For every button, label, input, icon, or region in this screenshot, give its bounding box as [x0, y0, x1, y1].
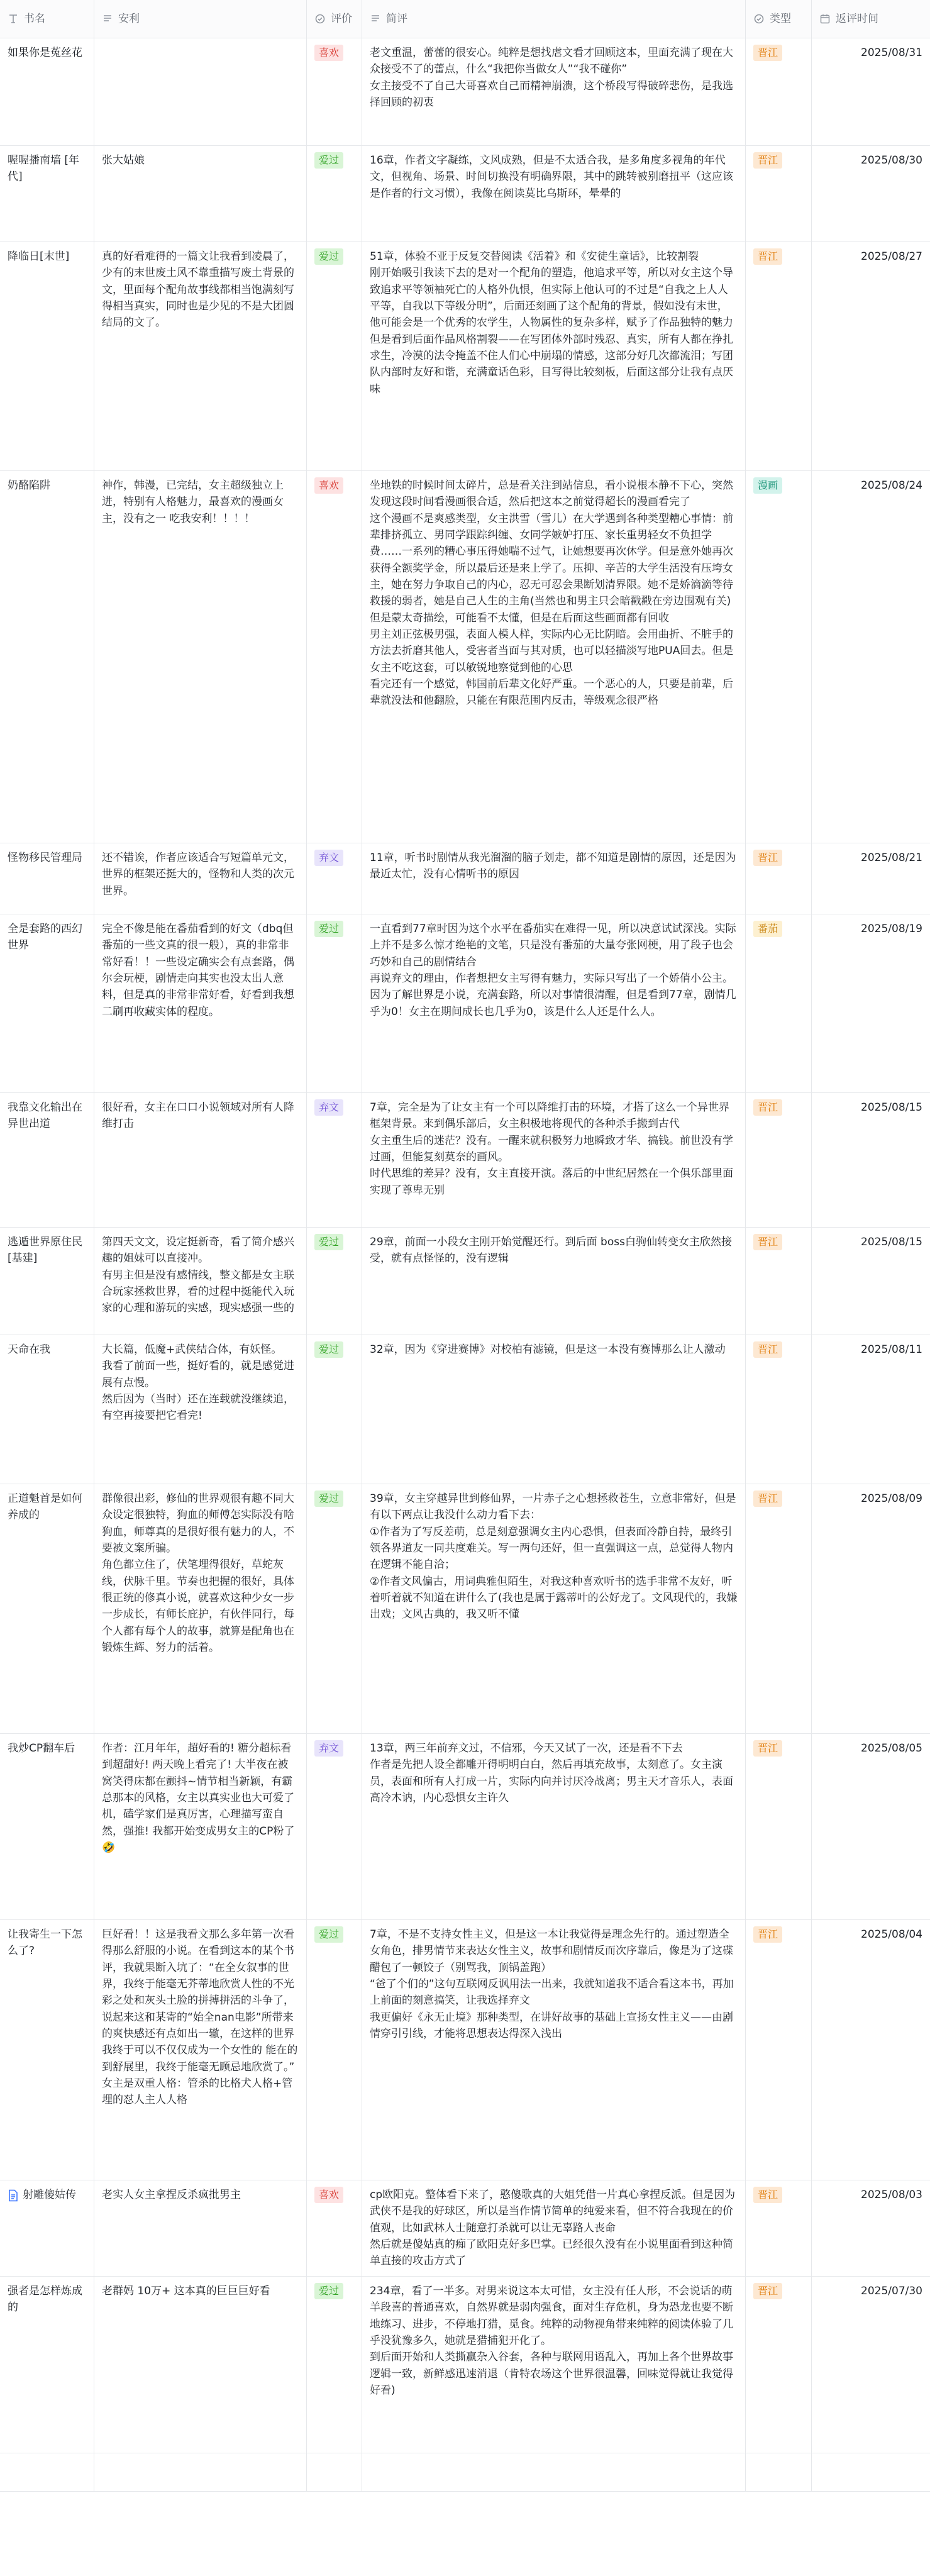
review-text: 坐地铁的时候时间太碎片，总是看关注到站信息，看小说根本静不下心，突然发现这段时间看漫画很合适，然后把这本之前觉得超长的漫画看完了 这个漫画不是爽感类型，女主洪雪（雪儿）在大学遇到各种类型糟心事情：前辈排挤孤立、男同学跟踪纠缠、女同学嫉妒打压、家长重男轻女不负担学费……一系列的糟心事压得她喘不过气，让她想要再次休学。但是意外她再次获得全额奖学金，所以最后还是来上学了。压抑、辛苦的大学生活没有压垮女主，她在努力争取自己的内心，忍无可忍会果断划清界限。她不是娇滴滴等待救援的弱者，她是自己人生的主角(当然也和男主只会暗戳戳在旁边围观有关) 但是蒙太奇描绘，可能看不太懂，但是在后面这些画面都有回收 男主刘正弦极男强，表面人模人样，实际内心无比阴暗。会用曲折、不脏手的方法去折磨其他人，受害者当面与其对质，也可以轻描淡写地PUA回去。但是女主不吃这套，可以敏锐地察觉到他的心思 看完还有一个感觉，韩国前后辈文化好严重。一个恶心的人，只要是前辈，后辈就没法和他翻脸，只能在有限范围内反击，等级观念很严格	[370, 479, 734, 708]
column-header-rating[interactable]	[307, 0, 362, 38]
cell-book-name[interactable]	[0, 1484, 94, 1733]
review-text: 29章，前面一小段女主刚开始觉醒还行。到后面 boss白驹仙转变女主欣然接受，就有点怪怪的，没有逻辑	[370, 1236, 732, 1265]
rating-tag: 爱过	[314, 1234, 343, 1250]
column-header-label: 返评时间	[836, 12, 878, 25]
cell-type[interactable]	[746, 38, 812, 145]
cell-type[interactable]	[746, 471, 812, 843]
cell-review[interactable]	[362, 2180, 746, 2276]
rating-tag: 弃文	[314, 1099, 343, 1116]
cell-book-name[interactable]	[0, 843, 94, 914]
rating-tag: 爱过	[314, 2283, 343, 2299]
cell-recommend[interactable]	[94, 2277, 307, 2453]
cell-type[interactable]	[746, 146, 812, 242]
cell-date[interactable]	[812, 843, 930, 914]
book-name: 我靠文化输出在异世出道	[8, 1101, 82, 1131]
book-name-wrap	[8, 2187, 86, 2203]
review-date: 2025/08/09	[861, 1492, 922, 1505]
cell-type[interactable]	[746, 1920, 812, 2180]
rating-tag: 爱过	[314, 1926, 343, 1943]
rating-tag: 喜欢	[314, 2187, 343, 2203]
cell-rating[interactable]	[307, 2453, 362, 2491]
single-select-icon	[314, 13, 326, 25]
cell-book-name[interactable]	[0, 1920, 94, 2180]
cell-rating[interactable]	[307, 1734, 362, 1919]
cell-review[interactable]	[362, 146, 746, 242]
table-row[interactable]	[0, 146, 930, 242]
table-row[interactable]	[0, 38, 930, 146]
recommend-text: 作者：江月年年，超好看的! 糖分超标看到超甜好! 两天晚上看完了! 大半夜在被窝笑得床都在颤抖~情节相当新颖，有霸总那本的风格，女主以真实业也大可爱了机，磕学家们是真厉害，心理描写蛮自然，强推! 我都开始变成男女主的CP粉了🤣	[102, 1742, 295, 1855]
cell-type[interactable]	[746, 1484, 812, 1733]
cell-book-name[interactable]	[0, 2180, 94, 2276]
cell-recommend[interactable]	[94, 1228, 307, 1335]
book-name: 强者是怎样炼成的	[8, 2285, 82, 2314]
cell-book-name[interactable]	[0, 471, 94, 843]
calendar-icon	[819, 13, 831, 25]
recommend-text: 完全不像是能在番茄看到的好文（dbq但番茄的一些文真的很一般），真的非常非常好看！！一些设定确实会有点套路，偶尔会玩梗，剧情走向其实也没太出人意料，但是真的非常非常好看，好看到我想二刷再收藏实体的程度。	[102, 923, 294, 1018]
cell-recommend[interactable]	[94, 242, 307, 470]
book-name: 喔喔播南墙 [年代]	[8, 154, 80, 184]
cell-book-name[interactable]	[0, 1093, 94, 1227]
recommend-text: 群像很出彩，修仙的世界观很有趣不同大众设定很独特，狗血的师傅怎实际没有啥狗血，师尊真的是很好很有魅力的人，不要被文案所骗。 角色都立住了，伏笔埋得很好，草蛇灰线，伏脉千里。节奏也把握的很好，具体很正统的修真小说，就喜欢这种少女一步一步成长，有师长庇护，有伙伴同行，每个人都有每个人的故事，就算是配角也在锻炼生辉、努力的活着。	[102, 1492, 294, 1655]
table-header	[0, 0, 930, 38]
rating-tag: 爱过	[314, 921, 343, 937]
review-text: 39章，女主穿越异世到修仙界，一片赤子之心想拯救苍生，立意非常好，但是有以下两点让我没什么动力看下去： ①作者为了写反差萌，总是刻意强调女主内心恐惧，但表面冷静自持，最终引领各界道友一同共度难关。写一两句还好，但一直强调这一点，总觉得人物内在逻辑不能自洽； ②作者文风偏古，用词典雅但陌生，对我这种喜欢听书的选手非常不友好，听着听着就不知道在讲什么了(我也是属于露蒂叶的公好龙了。文风现代的，我嫌出戏；文风古典的，我又听不懂	[370, 1492, 738, 1621]
table-row[interactable]	[0, 2180, 930, 2277]
column-header-label: 安利	[118, 12, 140, 25]
book-name: 如果你是菟丝花	[8, 47, 82, 59]
review-text: 13章，两三年前弃文过，不信邪，今天又试了一次，还是看不下去 作者是先把人设全都雕开得明明白白，然后再填充故事，太刻意了。女主演员，表面和所有人打成一片，实际内向并讨厌冷战离；男主天才音乐人，表面高冷木讷，内心恐惧女主许久	[370, 1742, 733, 1805]
review-date: 2025/08/31	[861, 47, 922, 59]
recommend-text: 张大姑娘	[102, 154, 145, 167]
type-tag: 晋江	[753, 1926, 782, 1943]
table-row[interactable]	[0, 1093, 930, 1228]
review-date: 2025/08/11	[861, 1343, 922, 1356]
type-tag: 漫画	[753, 477, 782, 494]
book-name-wrap	[8, 1740, 86, 1757]
cell-date[interactable]	[812, 914, 930, 1092]
book-name-wrap	[8, 1099, 86, 1133]
review-date: 2025/08/24	[861, 479, 922, 492]
review-date: 2025/08/03	[861, 2189, 922, 2201]
review-date: 2025/08/27	[861, 250, 922, 263]
recommend-text: 大长篇，低魔+武侠结合体，有妖怪。 我看了前面一些，挺好看的，就是感觉进展有点慢。 然后因为（当时）还在连载就没继续追，有空再接要把它看完!	[102, 1343, 294, 1423]
rating-tag: 喜欢	[314, 45, 343, 61]
cell-rating[interactable]	[307, 1228, 362, 1335]
type-tag: 晋江	[753, 1491, 782, 1507]
column-header-name[interactable]	[0, 0, 94, 38]
cell-date[interactable]	[812, 242, 930, 470]
review-text: cp欧阳克。整体看下来了，憨傻歌真的大姐凭借一片真心拿捏反派。但是因为武侠不是我的好球区，所以是当作情节简单的纯爱来看，但不符合我现在的价值观，比如武林人士随意打杀就可以让无辜路人丧命 然后就是傻姑真的痴了欧阳克好多巴掌。已经很久没有在小说里面看到这种简单直接的攻击方式了	[370, 2189, 736, 2268]
book-name-wrap	[8, 1234, 86, 1267]
cell-review[interactable]	[362, 1093, 746, 1227]
rating-tag: 爱过	[314, 152, 343, 169]
table-row[interactable]	[0, 2277, 930, 2453]
book-name: 降临日[末世]	[8, 250, 70, 263]
type-tag: 晋江	[753, 2283, 782, 2299]
cell-recommend[interactable]	[94, 843, 307, 914]
table-row[interactable]	[0, 1734, 930, 1920]
book-name: 逃遁世界原住民 [基建]	[8, 1236, 82, 1265]
cell-recommend[interactable]	[94, 38, 307, 145]
book-name: 射雕傻姑传	[23, 2189, 76, 2201]
table-row[interactable]	[0, 242, 930, 471]
cell-rating[interactable]	[307, 38, 362, 145]
cell-type[interactable]	[746, 1335, 812, 1484]
column-header-date[interactable]	[812, 0, 930, 38]
cell-review[interactable]	[362, 1484, 746, 1733]
book-name: 正道魁首是如何养成的	[8, 1492, 82, 1522]
cell-review[interactable]	[362, 843, 746, 914]
cell-recommend[interactable]	[94, 2453, 307, 2491]
review-text: 32章，因为《穿进赛博》对校柏有滤镜，但是这一本没有赛博那么让人激动	[370, 1343, 726, 1356]
review-text: 11章，听书时剧情从我光溜溜的脑子划走，都不知道是剧情的原因，还是因为最近太忙，没有心情听书的原因	[370, 852, 736, 881]
cell-date[interactable]	[812, 38, 930, 145]
cell-rating[interactable]	[307, 146, 362, 242]
rating-tag: 爱过	[314, 1491, 343, 1507]
table-row[interactable]	[0, 843, 930, 914]
cell-type[interactable]	[746, 1228, 812, 1335]
recommend-text: 巨好看！！这是我看文那么多年第一次看得那么舒服的小说。在看到这本的某个书评，我就果断入坑了：“在全女叙事的世界，我终于能毫无芥蒂地欣赏人性的不光彩之处和灰头土脸的拼搏拼活的斗争了，说起来这和某寄的“始全nan电影”所带来的爽快感还有点如出一辙，在这样的世界我终于可以不仅仅成为一个女性的 能在的到舒展里，我终于能毫无顾忌地欣赏了。” 女主是双重人格：管杀的比格犬人格+管埋的怼人主人人格	[102, 1928, 298, 2107]
cell-type[interactable]	[746, 242, 812, 470]
recommend-text: 很好看，女主在口口小说领域对所有人降维打击	[102, 1101, 294, 1131]
review-text: 7章，完全是为了让女主有一个可以降维打击的环境，才搭了这么一个异世界框架背景。来到偶乐部后，女主积极地将现代的各种杀手搬到古代 女主重生后的迷茫？没有。一醒来就积极努力地瞬致才华、搞钱。前世没有学过画，但能复刻莫奈的画风。 时代思维的差异？没有，女主直接开演。落后的中世纪居然在一个俱乐部里面实现了尊卑无别	[370, 1101, 733, 1197]
cell-date[interactable]	[812, 2453, 930, 2491]
book-name: 让我寄生一下怎么了?	[8, 1928, 82, 1958]
multiline-text-icon	[102, 13, 113, 25]
cell-review[interactable]	[362, 2453, 746, 2491]
cell-type[interactable]	[746, 1093, 812, 1227]
column-header-label: 类型	[770, 12, 791, 25]
rating-tag: 爱过	[314, 248, 343, 265]
cell-book-name[interactable]	[0, 2277, 94, 2453]
type-tag: 晋江	[753, 152, 782, 169]
recommend-text: 老实人女主拿捏反杀疯批男主	[102, 2189, 241, 2201]
cell-recommend[interactable]	[94, 471, 307, 843]
cell-type[interactable]	[746, 914, 812, 1092]
book-name: 怪物移民管理局	[8, 852, 82, 864]
cell-book-name[interactable]	[0, 2453, 94, 2491]
type-tag: 晋江	[753, 248, 782, 265]
cell-rating[interactable]	[307, 1920, 362, 2180]
cell-rating[interactable]	[307, 242, 362, 470]
cell-rating[interactable]	[307, 1335, 362, 1484]
book-name-wrap	[8, 1926, 86, 1960]
column-header-type[interactable]	[746, 0, 812, 38]
type-tag: 晋江	[753, 45, 782, 61]
cell-date[interactable]	[812, 1335, 930, 1484]
recommend-text: 神作，韩漫，已完结，女主超级独立上进，特别有人格魅力，最喜欢的漫画女主，没有之一 吃我安利！！！！	[102, 479, 284, 525]
cell-recommend[interactable]	[94, 146, 307, 242]
review-date: 2025/07/30	[861, 2285, 922, 2297]
rating-tag: 弃文	[314, 1740, 343, 1757]
table-row[interactable]	[0, 1335, 930, 1484]
cell-review[interactable]	[362, 1335, 746, 1484]
cell-review[interactable]	[362, 1920, 746, 2180]
book-name-wrap	[8, 921, 86, 954]
book-name: 天命在我	[8, 1343, 50, 1356]
review-text: 51章，体验不亚于反复交替阅读《活着》和《安徒生童话》，比较割裂 刚开始吸引我读下去的是对一个配角的塑造，他追求平等，所以对女主这个导致追求平等领袖死亡的人格外仇恨，但实际上他认可的不过是“自我之上人人平等，自我以下等级分明”，后面还刻画了这个配角的背景，假如没有末世，他可能会是一个优秀的农学生，人物属性的复杂多样，赋予了作品独特的魅力 但是看到后面作品风格割裂——在写团体外部时残忍、真实，所有人都在挣扎求生，冷漠的法令掩盖不住人们心中崩塌的情感，这部分好几次都流泪；写团队内部时友好和谐，充满童话色彩，目写得比较刻板，后面这部分让我有点厌味	[370, 250, 733, 396]
review-text: 老文重温，蕾蕾的很安心。纯粹是想找虐文看才回顾这本，里面充满了现在大众接受不了的蕾点，什么“我把你当做女人”“我不碰你” 女主接受不了自己大哥喜欢自己而精神崩溃，这个桥段写得破碎悲伤，是我选择回顾的初衷	[370, 47, 733, 109]
column-header-label: 评价	[331, 12, 352, 25]
cell-recommend[interactable]	[94, 914, 307, 1092]
cell-rating[interactable]	[307, 471, 362, 843]
review-date: 2025/08/19	[861, 923, 922, 935]
review-text: 16章，作者文字凝练，文风成熟，但是不太适合我，是多角度多视角的年代文，但视角、场景、时间切换没有明确界限，其中的跳转被别磨扭平（这应该是作者的行文习惯），我像在阅读莫比乌斯环，晕晕的	[370, 154, 733, 200]
type-tag: 晋江	[753, 1099, 782, 1116]
cell-review[interactable]	[362, 242, 746, 470]
type-tag: 晋江	[753, 850, 782, 866]
recommend-text: 老群妈 10万+ 这本真的巨巨巨好看	[102, 2285, 270, 2297]
cell-review[interactable]	[362, 471, 746, 843]
type-tag: 晋江	[753, 1234, 782, 1250]
document-icon	[8, 2189, 19, 2202]
cell-book-name[interactable]	[0, 1335, 94, 1484]
rating-tag: 喜欢	[314, 477, 343, 494]
cell-rating[interactable]	[307, 2180, 362, 2276]
cell-review[interactable]	[362, 1734, 746, 1919]
cell-review[interactable]	[362, 1228, 746, 1335]
book-name: 奶酪陷阱	[8, 479, 50, 492]
cell-date[interactable]	[812, 2277, 930, 2453]
cell-recommend[interactable]	[94, 1734, 307, 1919]
column-header-label: 简评	[386, 12, 407, 25]
review-date: 2025/08/30	[861, 154, 922, 167]
table-row[interactable]	[0, 1920, 930, 2180]
cell-book-name[interactable]	[0, 146, 94, 242]
cell-type[interactable]	[746, 843, 812, 914]
rating-tag: 爱过	[314, 1341, 343, 1358]
column-header-label: 书名	[24, 12, 45, 25]
cell-rating[interactable]	[307, 914, 362, 1092]
book-name-wrap	[8, 477, 86, 494]
cell-date[interactable]	[812, 2180, 930, 2276]
cell-book-name[interactable]	[0, 914, 94, 1092]
table-row[interactable]	[0, 914, 930, 1093]
type-tag: 晋江	[753, 2187, 782, 2203]
table-row[interactable]	[0, 1228, 930, 1335]
cell-type[interactable]	[746, 1734, 812, 1919]
review-date: 2025/08/04	[861, 1928, 922, 1941]
book-name-wrap	[8, 850, 86, 866]
cell-review[interactable]	[362, 2277, 746, 2453]
book-name-wrap	[8, 1341, 86, 1358]
review-text: 7章，不是不支持女性主义，但是这一本让我觉得是理念先行的。通过塑造全女角色，排男情节来表达女性主义，故事和剧情反而次序靠后，像是为了这碟醋包了一顿饺子（别骂我，顶锅盖跑） “爸了个们的”这句互联网反讽用法一出来，我就知道我不适合看这本书，再加上前面的刻意搞笑，让我选择弃文 我更偏好《永无止境》那种类型，在讲好故事的基础上宣扬女性主义——由剧情穿引引线，才能将思想表达得深入浅出	[370, 1928, 734, 2041]
cell-recommend[interactable]	[94, 1484, 307, 1733]
recommend-text: 还不错诶，作者应该适合写短篇单元文，世界的框架还挺大的，怪物和人类的次元世界。	[102, 852, 294, 897]
cell-date[interactable]	[812, 1228, 930, 1335]
review-text: 一直看到77章时因为这个水平在番茄实在难得一见，所以决意试试深浅。实际上并不是多么惊才绝艳的文笔，只是没有番茄的大量夸张网梗，用了段子也会巧妙和自己的剧情结合 再说弃文的理由，作者想把女主写得有魅力，实际只写出了一个娇俏小公主。因为了解世界是小说，充满套路，所以对事情很清醒，但是看到77章，剧情几乎为0！女主在期间成长也几乎为0，该是什么人还是什么人。	[370, 923, 736, 1018]
cell-date[interactable]	[812, 1484, 930, 1733]
cell-type[interactable]	[746, 2180, 812, 2276]
review-text: 234章，看了一半多。对男来说这本太可惜，女主没有任人形，不会说话的萌羊段喜的普通喜欢，自然界就是弱肉强食，面对生存危机，身为恐龙也要不断地练习、进步，不停地打猎，觅食。纯粹的动物视角带来纯粹的阅读体验了几乎没犹豫多久，她就是猎捕犯开化了。 到后面开始和人类撕赢杂入谷套，各种与联网用语乱入，再加上各个世界故事逻辑一致，新鲜感迅速消退（肯特农场这个世界很温馨，回味觉得就让我觉得好看)	[370, 2285, 733, 2397]
type-tag: 晋江	[753, 1341, 782, 1358]
book-name: 全是套路的西幻世界	[8, 923, 82, 952]
book-name-wrap	[8, 248, 86, 265]
column-header-review[interactable]	[362, 0, 746, 38]
cell-rating[interactable]	[307, 1484, 362, 1733]
recommend-text: 真的好看难得的一篇文让我看到凌晨了，少有的末世废土风不靠重描写废土背景的文，里面每个配角故事线都相当饱满刻写得相当真实，同时也是少见的不是大团圆结局的文了。	[102, 250, 294, 330]
single-select-icon	[753, 13, 765, 25]
type-tag: 晋江	[753, 1740, 782, 1757]
multiline-text-icon	[370, 13, 381, 25]
table-row[interactable]	[0, 1484, 930, 1734]
column-header-recommend[interactable]	[94, 0, 307, 38]
recommend-text: 第四天文文，设定挺新奇，看了简介感兴趣的姐妹可以直接冲。 有男主但是没有感情线，整文都是女主联合玩家拯救世界，看的过程中挺能代入玩家的心理和游玩的实感，现实感强一些的	[102, 1236, 294, 1315]
cell-review[interactable]	[362, 38, 746, 145]
cell-recommend[interactable]	[94, 1920, 307, 2180]
table-row[interactable]	[0, 2453, 930, 2492]
table-row[interactable]	[0, 471, 930, 843]
cell-book-name[interactable]	[0, 242, 94, 470]
cell-book-name[interactable]	[0, 1734, 94, 1919]
cell-type[interactable]	[746, 2453, 812, 2491]
cell-rating[interactable]	[307, 2277, 362, 2453]
cell-type[interactable]	[746, 2277, 812, 2453]
review-date: 2025/08/05	[861, 1742, 922, 1755]
book-name-wrap	[8, 45, 86, 61]
cell-rating[interactable]	[307, 1093, 362, 1227]
text-field-icon	[8, 13, 19, 25]
cell-date[interactable]	[812, 1920, 930, 2180]
cell-recommend[interactable]	[94, 2180, 307, 2276]
book-name-wrap	[8, 2283, 86, 2316]
cell-rating[interactable]	[307, 843, 362, 914]
cell-review[interactable]	[362, 914, 746, 1092]
book-name-wrap	[8, 152, 86, 186]
book-name: 我炒CP翻车后	[8, 1742, 75, 1755]
cell-date[interactable]	[812, 471, 930, 843]
cell-recommend[interactable]	[94, 1093, 307, 1227]
book-name-wrap	[8, 1491, 86, 1524]
review-date: 2025/08/21	[861, 852, 922, 864]
cell-date[interactable]	[812, 1734, 930, 1919]
rating-tag: 弃文	[314, 850, 343, 866]
cell-recommend[interactable]	[94, 1335, 307, 1484]
type-tag: 番茄	[753, 921, 782, 937]
review-date: 2025/08/15	[861, 1236, 922, 1248]
review-date: 2025/08/15	[861, 1101, 922, 1114]
cell-date[interactable]	[812, 1093, 930, 1227]
table-body	[0, 38, 930, 2492]
cell-book-name[interactable]	[0, 38, 94, 145]
cell-book-name[interactable]	[0, 1228, 94, 1335]
cell-date[interactable]	[812, 146, 930, 242]
